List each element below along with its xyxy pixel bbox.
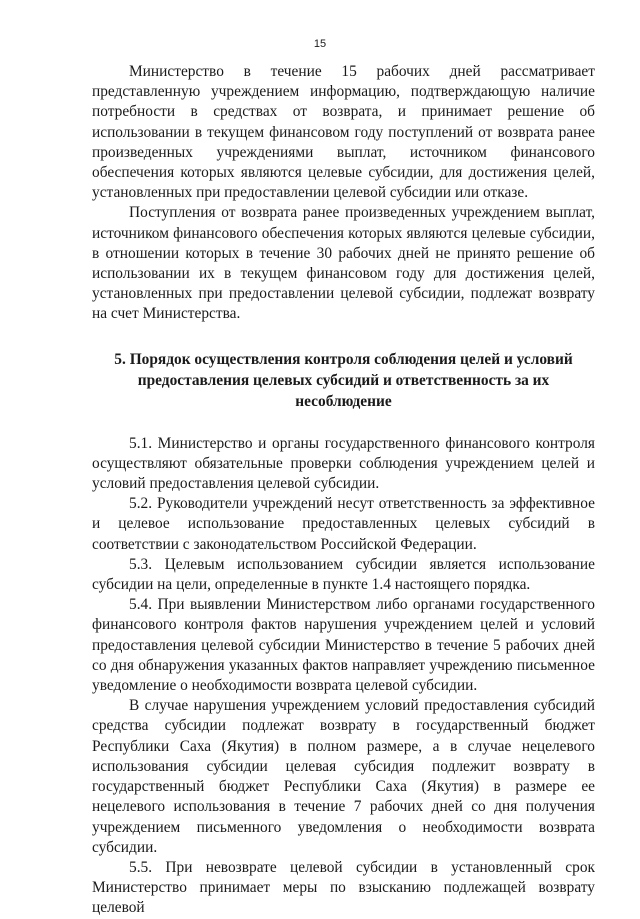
- document-body: [92, 62, 595, 919]
- paragraph-ministry-review: Министерство в течение 15 рабочих дней рассматривает представленную учреждением информацию, подтверждающую наличие потребности в средствах от возврата, и принимает решение об использовании в текущем финансовом году поступлений от возврата ранее произведенных учреждениями выплат, источником финансового обеспечения которых являются целевые субсидии, для достижения целей, установленных при предоставлении целевой субсидии или отказе.: [92, 63, 595, 202]
- paragraph-5-1: 5.1. Министерство и органы государственного финансового контроля осуществляют обязательные проверки соблюдения учреждением целей и условий предоставления целевой субсидии.: [92, 434, 595, 493]
- page-number: 15: [313, 38, 327, 50]
- paragraph-5-3: 5.3. Целевым использованием субсидии является использование субсидии на цели, определенные в пункте 1.4 настоящего порядка.: [92, 555, 595, 594]
- paragraph-5-4: 5.4. При выявлении Министерством либо органами государственного финансового контроля фактов нарушения учреждением целей и условий предоставления целевой субсидии Министерство в течение 5 рабочих дней со дня обнаружения указанных фактов направляет учреждению письменное уведомление о необходимости возврата целевой субсидии.: [92, 596, 595, 695]
- paragraph-5-2: 5.2. Руководители учреждений несут ответственность за эффективное и целевое использование предоставленных целевых субсидий в соответствии с законодательством Российской Федерации.: [92, 495, 595, 553]
- paragraph-refund-receipts: Поступления от возврата ранее произведенных учреждением выплат, источником финансового обеспечения которых являются целевые субсидии, в отношении которых в течение 30 рабочих дней не принято решение об использовании их в текущем финансовом году для достижения целей, установленных при предоставлении целевой субсидии, подлежат возврату на счет Министерства.: [92, 204, 595, 323]
- section-heading: 5. Порядок осуществления контроля соблюдения целей и условий предоставления целевых субсидий и ответственность за их несоблюдение: [114, 350, 573, 410]
- paragraph-5-5: 5.5. При невозврате целевой субсидии в установленный срок Министерство принимает меры по взысканию подлежащей возврату целевой: [92, 858, 595, 917]
- paragraph-violation-return: В случае нарушения учреждением условий предоставления субсидий средства субсидии подлежат возврату в государственный бюджет Республики Саха (Якутия) в полном размере, а в случае нецелевого использования субсидии целевая субсидия подлежит возврату в государственный бюджет Республики Саха (Якутия) в размере ее нецелевого использования в течение 7 рабочих дней со дня получения учреждением письменного уведомления о необходимости возврата субсидии.: [92, 697, 595, 856]
